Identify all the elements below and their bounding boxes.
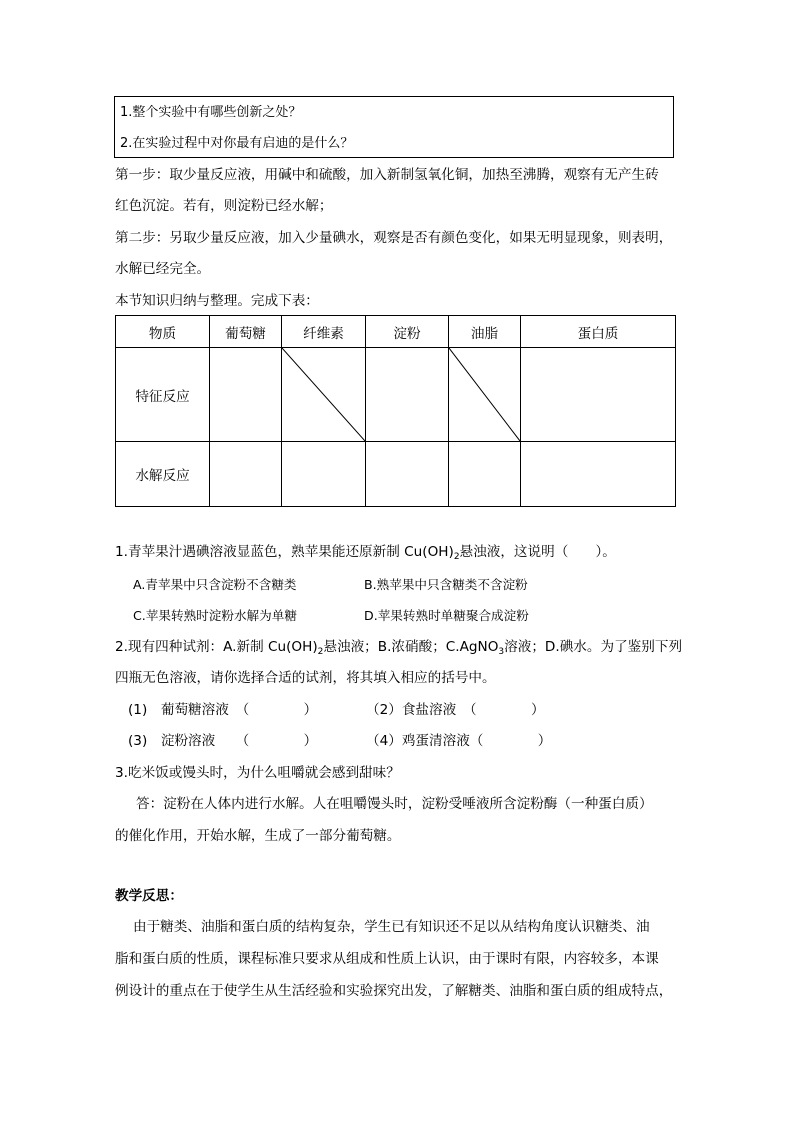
reflection-line1: 由于糖类、油脂和蛋白质的结构复杂，学生已有知识还不足以从结构角度认识糖类、油: [133, 919, 650, 935]
table-cell[interactable]: [521, 442, 676, 507]
exercise2-line1-part3: 溶液；D.碘水。为了鉴别下列: [504, 639, 683, 655]
header-cell-fat: 油脂: [449, 316, 521, 348]
header-cell-protein: 蛋白质: [521, 316, 676, 348]
exercise1-stem: [115, 543, 616, 566]
reflection-line3: 例设计的重点在于使学生从生活经验和实验探究出发，了解糖类、油脂和蛋白质的组成特点，: [115, 983, 673, 999]
exercise2-item1: (1) 葡萄糖溶液 （ ）: [128, 702, 318, 718]
table-cell[interactable]: [210, 442, 282, 507]
diagonal-slash: [282, 348, 365, 441]
exercise3-answer-line1: 答：淀粉在人体内进行水解。人在咀嚼馒头时，淀粉受唾液所含淀粉酶（一种蛋白质）: [136, 796, 653, 812]
exercise2-item2: （2）食盐溶液 （ ）: [366, 702, 545, 718]
step2-line2: 水解已经完全。: [115, 261, 211, 277]
exercise2-line1-subscript1: 2: [317, 647, 324, 657]
exercise2-line2: 四瓶无色溶液，请你选择合适的试剂，将其填入相应的括号中。: [115, 670, 496, 686]
reflection-title: 教学反思：: [115, 888, 183, 904]
header-cell-starch: 淀粉: [366, 316, 449, 348]
exercise1-option-a: A.青苹果中只含淀粉不含糖类: [133, 577, 297, 592]
exercise2-line1-subscript2: 3: [498, 647, 505, 657]
exercise1-option-c: C.苹果转熟时淀粉水解为单糖: [133, 608, 297, 623]
exercise1-option-d: D.苹果转熟时单糖聚合成淀粉: [364, 608, 529, 623]
header-cell-cellulose: 纤维素: [282, 316, 366, 348]
table-cell[interactable]: [449, 442, 521, 507]
table-cell-crossed-out: [449, 348, 521, 442]
table-cell-crossed-out: [282, 348, 366, 442]
exercise2-line1-part2: 悬浊液；B.浓硝酸；C.AgNO: [323, 639, 499, 655]
exercise1-stem-part1: 1.青苹果汁遇碘溶液显蓝色，熟苹果能还原新制 Cu(OH): [115, 544, 454, 560]
exercise1-stem-part2: 悬浊液，这说明（ ）。: [459, 544, 616, 560]
header-cell-substance: 物质: [116, 316, 210, 348]
row-label-characteristic-reaction: 特征反应: [116, 348, 210, 442]
exercise1-stem-subscript: 2: [453, 552, 460, 562]
discussion-questions-box: [114, 96, 674, 158]
summary-intro: 本节知识归纳与整理。完成下表：: [115, 293, 319, 309]
row-label-hydrolysis-reaction: 水解反应: [116, 442, 210, 507]
header-cell-glucose: 葡萄糖: [210, 316, 282, 348]
table-cell[interactable]: [282, 442, 366, 507]
exercise1-option-b: B.熟苹果中只含糖类不含淀粉: [364, 577, 528, 592]
step1-line2: 红色沉淀。若有，则淀粉已经水解；: [115, 198, 333, 214]
table-header-row: [116, 316, 676, 348]
discussion-question-1: 1.整个实验中有哪些创新之处？: [120, 105, 302, 120]
exercise2-item4: （4）鸡蛋清溶液（ ）: [366, 733, 552, 749]
summary-table: [115, 315, 676, 507]
exercise2-item3: (3) 淀粉溶液 （ ）: [128, 733, 318, 749]
exercise2-line1-part1: 2.现有四种试剂：A.新制 Cu(OH): [115, 639, 318, 655]
discussion-question-2: 2.在实验过程中对你最有启迪的是什么？: [120, 136, 354, 151]
table-cell[interactable]: [521, 348, 676, 442]
table-cell[interactable]: [366, 348, 449, 442]
table-cell[interactable]: [366, 442, 449, 507]
table-row: [116, 442, 676, 507]
step1-line1: 第一步：取少量反应液，用碱中和硫酸，加入新制氢氧化铜，加热至沸腾，观察有无产生砖: [115, 167, 659, 183]
table-row: [116, 348, 676, 442]
reflection-line2: 脂和蛋白质的性质，课程标准只要求从组成和性质上认识，由于课时有限，内容较多，本课: [115, 951, 659, 967]
step2-line1: 第二步：另取少量反应液，加入少量碘水，观察是否有颜色变化，如果无明显现象，则表明，: [115, 230, 673, 246]
diagonal-slash: [449, 348, 520, 441]
exercise3-question: 3.吃米饭或馒头时，为什么咀嚼就会感到甜味？: [115, 765, 400, 781]
exercise2-line1: [115, 638, 682, 661]
table-cell[interactable]: [210, 348, 282, 442]
exercise3-answer-line2: 的催化作用，开始水解，生成了一部分葡萄糖。: [115, 828, 401, 844]
